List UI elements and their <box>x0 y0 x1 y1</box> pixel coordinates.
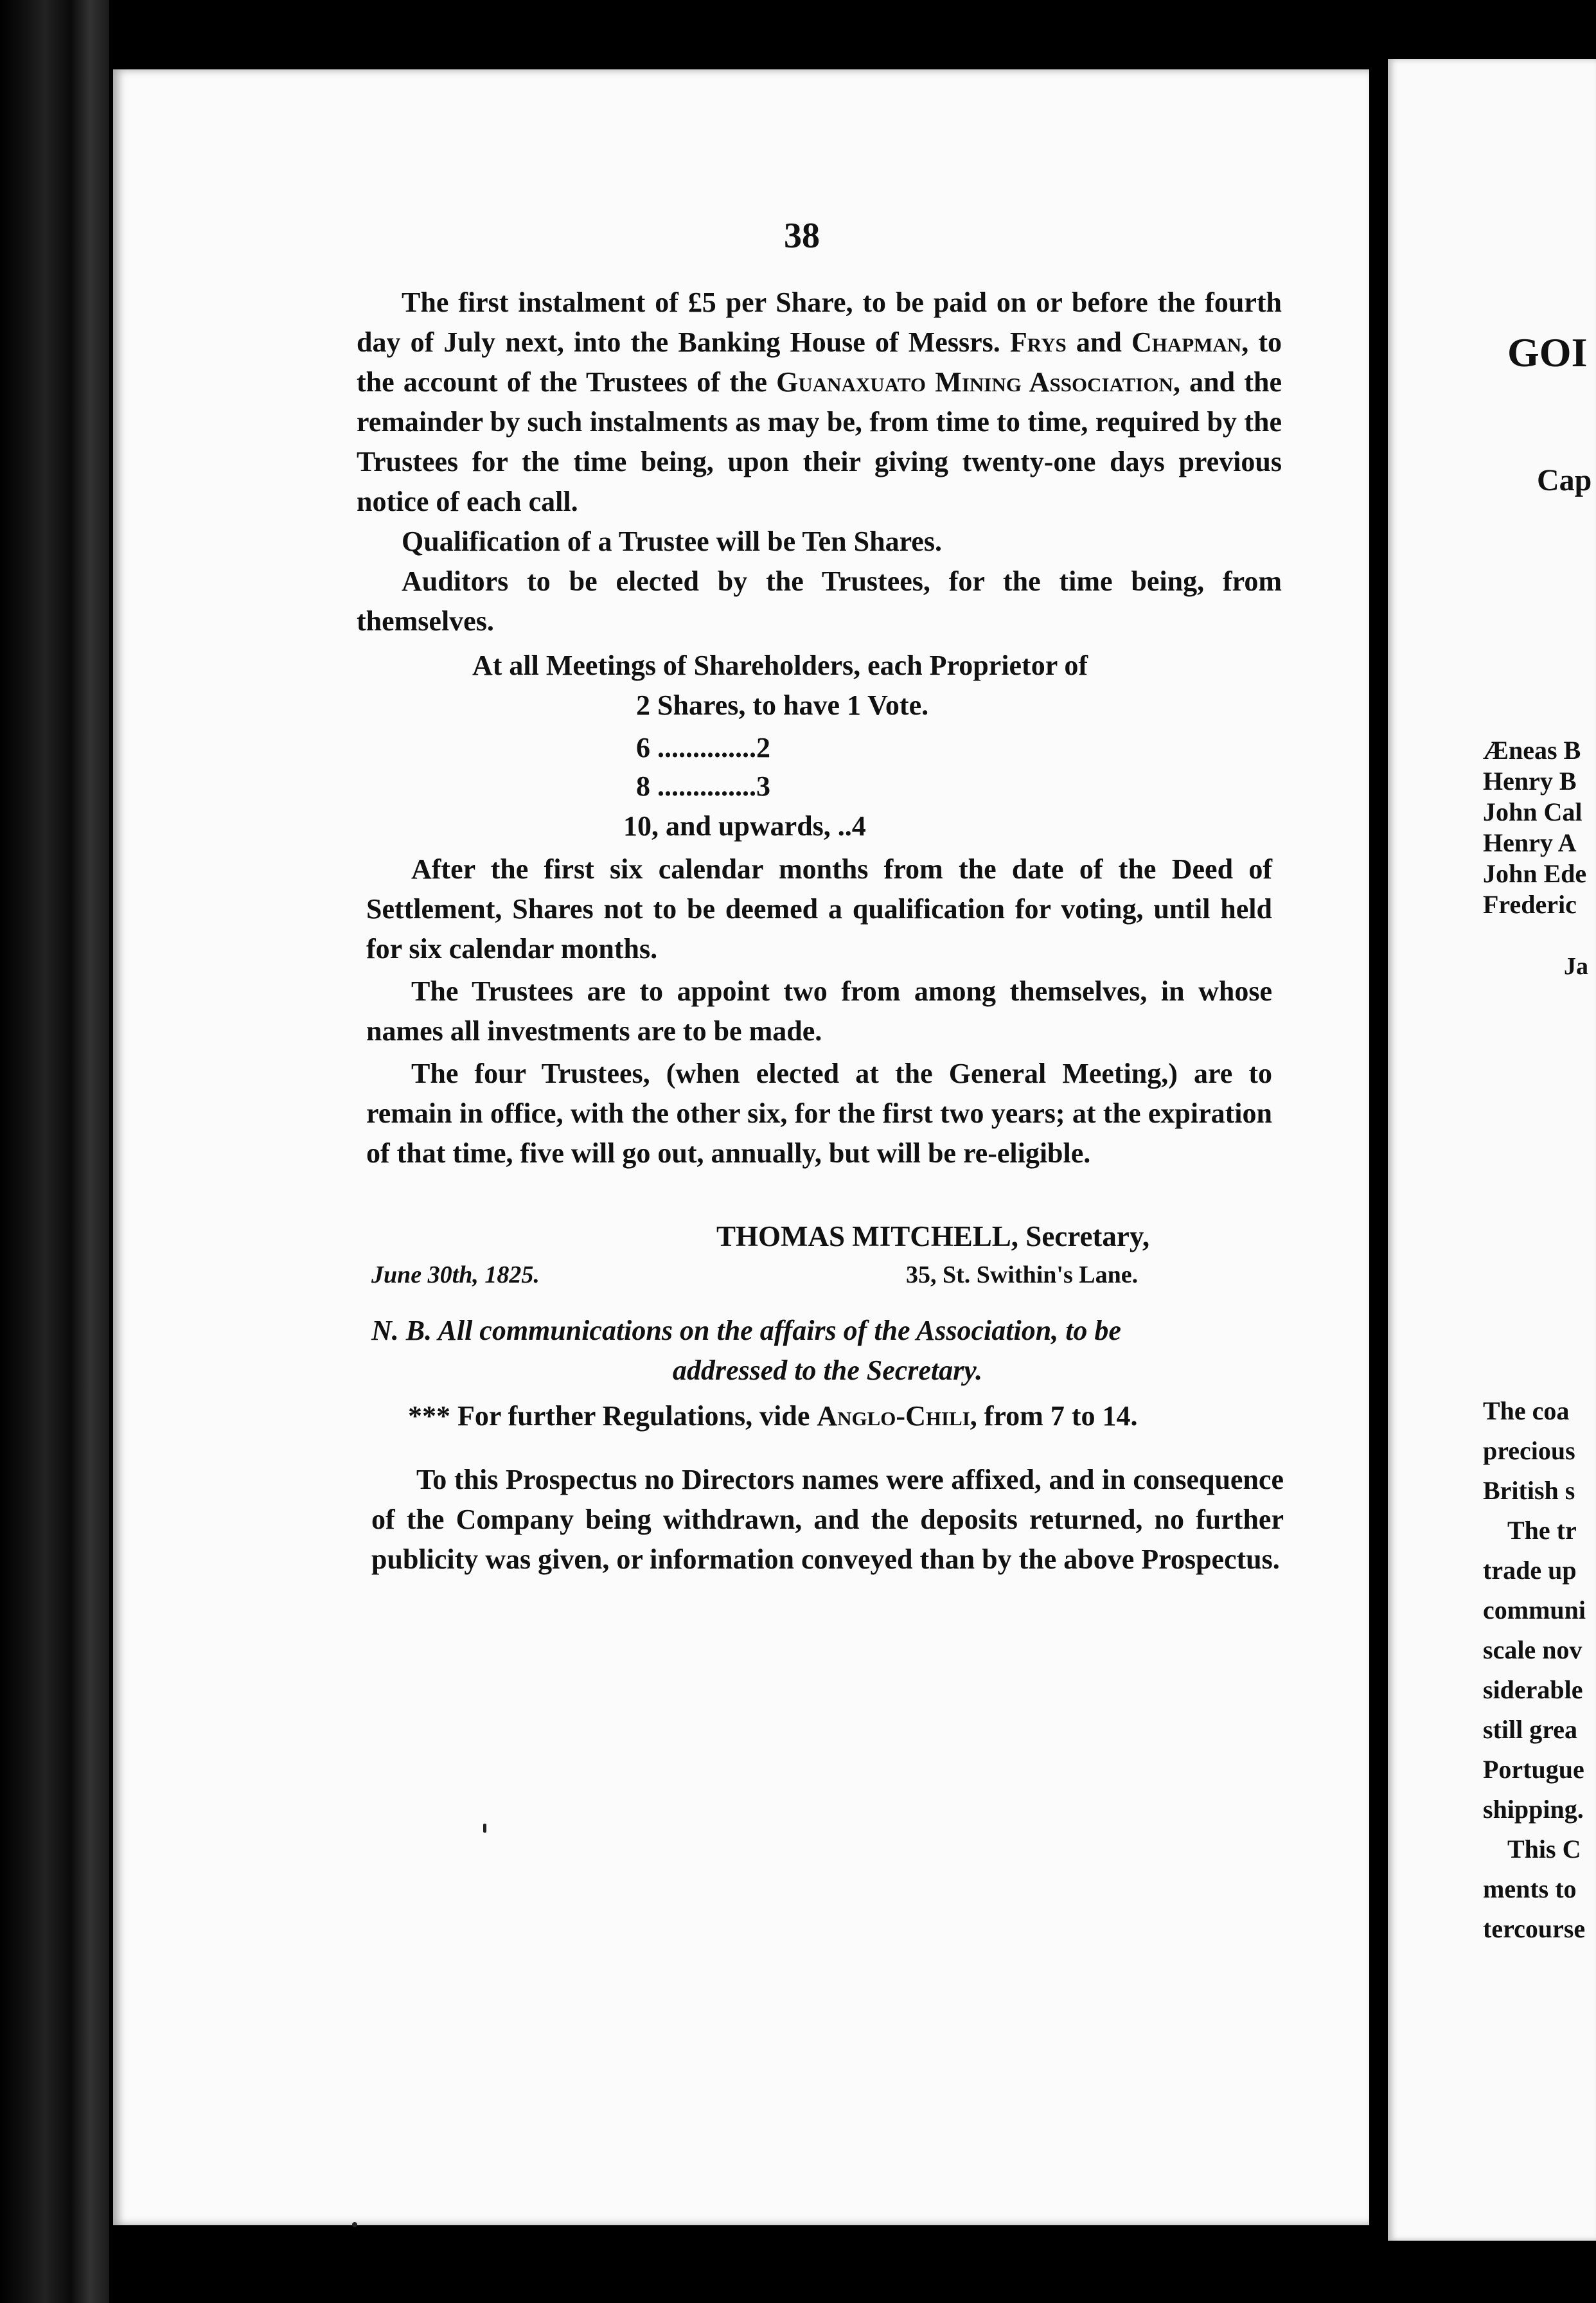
right-body-8: siderable <box>1483 1675 1583 1704</box>
paragraph-meetings: At all Meetings of Shareholders, each Proprietor of <box>472 650 1088 681</box>
paragraph-auditors: Auditors to be elected by the Trustees, for the time being, from themselves. <box>357 565 1282 637</box>
right-name-4: Henry A <box>1483 828 1577 857</box>
right-body-10: Portugue <box>1483 1755 1584 1784</box>
nota-bene <box>371 1311 1284 1391</box>
right-ja: Ja <box>1564 953 1588 980</box>
right-body-9: still grea <box>1483 1715 1578 1744</box>
right-name-3: John Cal <box>1483 797 1583 826</box>
closing-paragraph: To this Prospectus no Directors names were affixed, and in consequence of the Company being withdrawn, and the deposits returned, no further publicity was given, or information conveyed than by the above Prospectus. <box>371 1464 1284 1575</box>
right-body-3: British s <box>1483 1476 1575 1505</box>
paragraph-instalment: The first instalment of £5 per Share, to be paid on or before the fourth day of July next, into the Banking House of Messrs. Frys and Chapman, to the account of the Trustees of the Guanaxuato Mining Association, and the remainder by such instalments as may be, from time to time, required by the Trustees for the time being, upon their giving twenty-one days previous notice of each call. <box>357 287 1282 517</box>
right-body-12: This C <box>1507 1835 1581 1863</box>
paragraph-appoint: The Trustees are to appoint two from among themselves, in whose names all investments are to be made. <box>366 975 1272 1047</box>
vote-line-3: 8 ..............3 <box>636 770 770 802</box>
right-body-2: precious <box>1483 1436 1575 1465</box>
right-page-heading: GOI <box>1507 330 1588 375</box>
book-spine <box>0 0 109 2303</box>
anglo-chili-ref: Anglo-Chili <box>817 1400 970 1432</box>
nb-line-2: addressed to the Secretary. <box>672 1355 983 1386</box>
paragraph-deed: After the first six calendar months from the date of the Deed of Settlement, Shares not to be deemed a qualification for voting, until held for six calendar months. <box>366 853 1272 965</box>
right-name-5: John Ede <box>1483 859 1587 888</box>
paragraph-four-trustees: The four Trustees, (when elected at the General Meeting,) are to remain in office, with the other six, for the first two years; at the expiration of that time, five will go out, annually, but will be re-eligible. <box>366 1058 1272 1169</box>
right-body-11: shipping. <box>1483 1795 1584 1824</box>
right-body-13: ments to <box>1483 1874 1577 1903</box>
chapman-name: Chapman <box>1131 326 1242 358</box>
secretary-signature: THOMAS MITCHELL, Secretary, <box>716 1220 1150 1252</box>
frys-name: Frys <box>1009 326 1067 358</box>
right-body-14: tercourse <box>1483 1914 1586 1943</box>
right-page <box>1388 59 1596 2241</box>
page-number: 38 <box>784 216 820 256</box>
paragraph-qualification: Qualification of a Trustee will be Ten Shares. <box>402 526 942 557</box>
right-page-subheading: Cap <box>1537 463 1592 497</box>
page-mark <box>483 1824 486 1833</box>
association-name: Guanaxuato Mining Association <box>776 366 1173 398</box>
vote-line-4: 10, and upwards, ..4 <box>623 810 866 842</box>
regulations-note: *** For further Regulations, vide Anglo-Chili, from 7 to 14. <box>408 1400 1138 1432</box>
prospectus-date: June 30th, 1825. <box>371 1261 540 1288</box>
right-name-1: Æneas B <box>1483 736 1581 765</box>
right-body-5: trade up <box>1483 1556 1577 1585</box>
vote-line-2: 6 ..............2 <box>636 732 770 763</box>
page-speck <box>352 2222 357 2227</box>
right-body-7: scale nov <box>1483 1635 1583 1664</box>
right-body-1: The coa <box>1483 1396 1570 1425</box>
nb-line-1: N. B. All communications on the affairs of the Association, to be <box>371 1315 1121 1346</box>
vote-line-1: 2 Shares, to have 1 Vote. <box>636 689 929 721</box>
right-body-6: communi <box>1483 1596 1586 1624</box>
right-body-4: The tr <box>1507 1516 1577 1545</box>
right-name-6: Frederic <box>1483 890 1577 919</box>
right-name-2: Henry B <box>1483 767 1577 796</box>
secretary-address: 35, St. Swithin's Lane. <box>906 1261 1139 1288</box>
